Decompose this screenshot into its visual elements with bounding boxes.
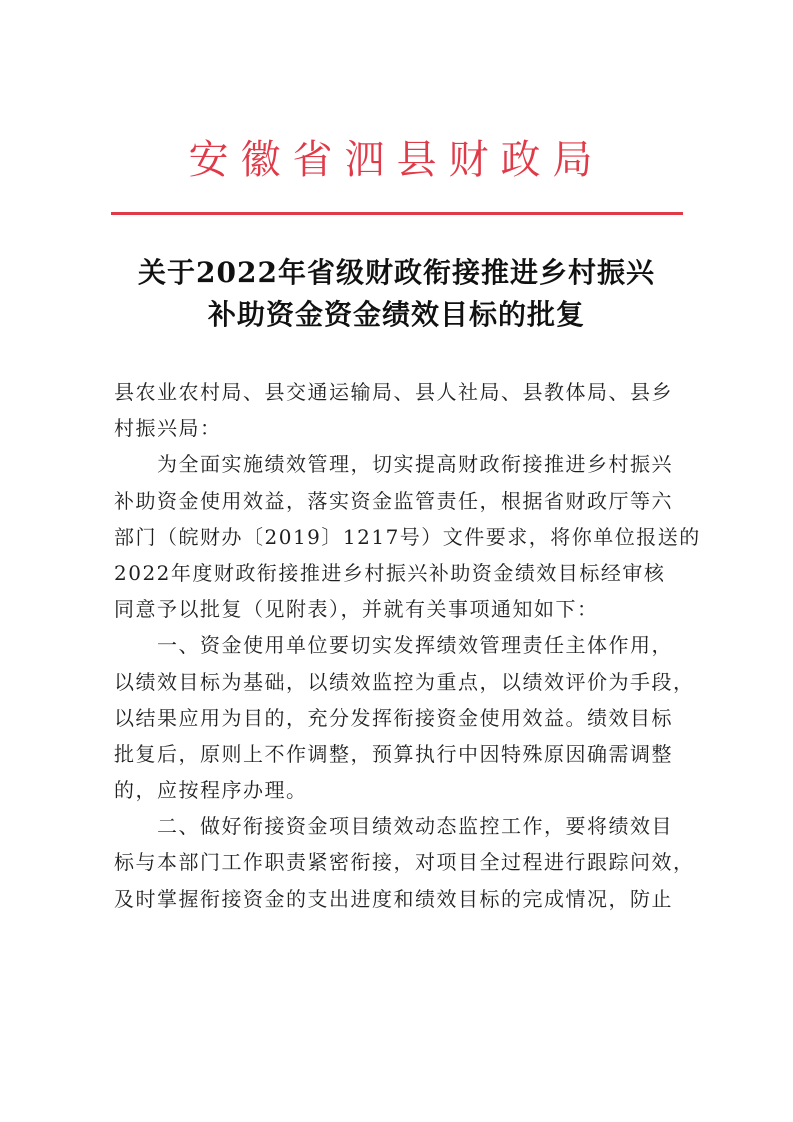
document-title-line-2: 补助资金资金绩效目标的批复 [207,298,585,331]
document-title-line-1: 关于2022年省级财政衔接推进乡村振兴 [138,256,655,289]
body-line: 以结果应用为目的，充分发挥衔接资金使用效益。绩效目标 [114,705,673,730]
body-line: 补助资金使用效益，落实资金监管责任，根据省财政厅等六 [114,488,673,513]
document-title [0,252,793,336]
header-red-rule [111,212,683,215]
body-line: 县农业农村局、县交通运输局、县人社局、县教体局、县乡 [114,380,673,404]
body-line: 2022年度财政衔接推进乡村振兴补助资金绩效目标经审核 [114,560,666,585]
body-line: 批复后，原则上不作调整，预算执行中因特殊原因确需调整 [114,741,673,766]
body-line: 同意予以批复（见附表），并就有关事项通知如下： [114,597,599,622]
body-line: 一、资金使用单位要切实发挥绩效管理责任主体作用， [157,633,673,658]
body-line: 及时掌握衔接资金的支出进度和绩效目标的完成情况，防止 [114,886,673,911]
body-line: 为全面实施绩效管理，切实提高财政衔接推进乡村振兴 [157,452,673,477]
faint-stamp-mark [52,686,112,700]
body-line: 以绩效目标为基础，以绩效监控为重点，以绩效评价为手段， [114,669,695,694]
document-body [114,374,701,917]
body-line: 的，应按程序办理。 [114,778,308,803]
header-org-name: 安徽省泗县财政局 [188,137,605,183]
body-line: 部门（皖财办〔2019〕1217号）文件要求，将你单位报送的 [114,524,701,549]
body-line: 标与本部门工作职责紧密衔接，对项目全过程进行跟踪问效， [114,850,695,875]
body-line: 村振兴局： [114,416,222,441]
body-line: 二、做好衔接资金项目绩效动态监控工作，要将绩效目 [157,814,673,839]
